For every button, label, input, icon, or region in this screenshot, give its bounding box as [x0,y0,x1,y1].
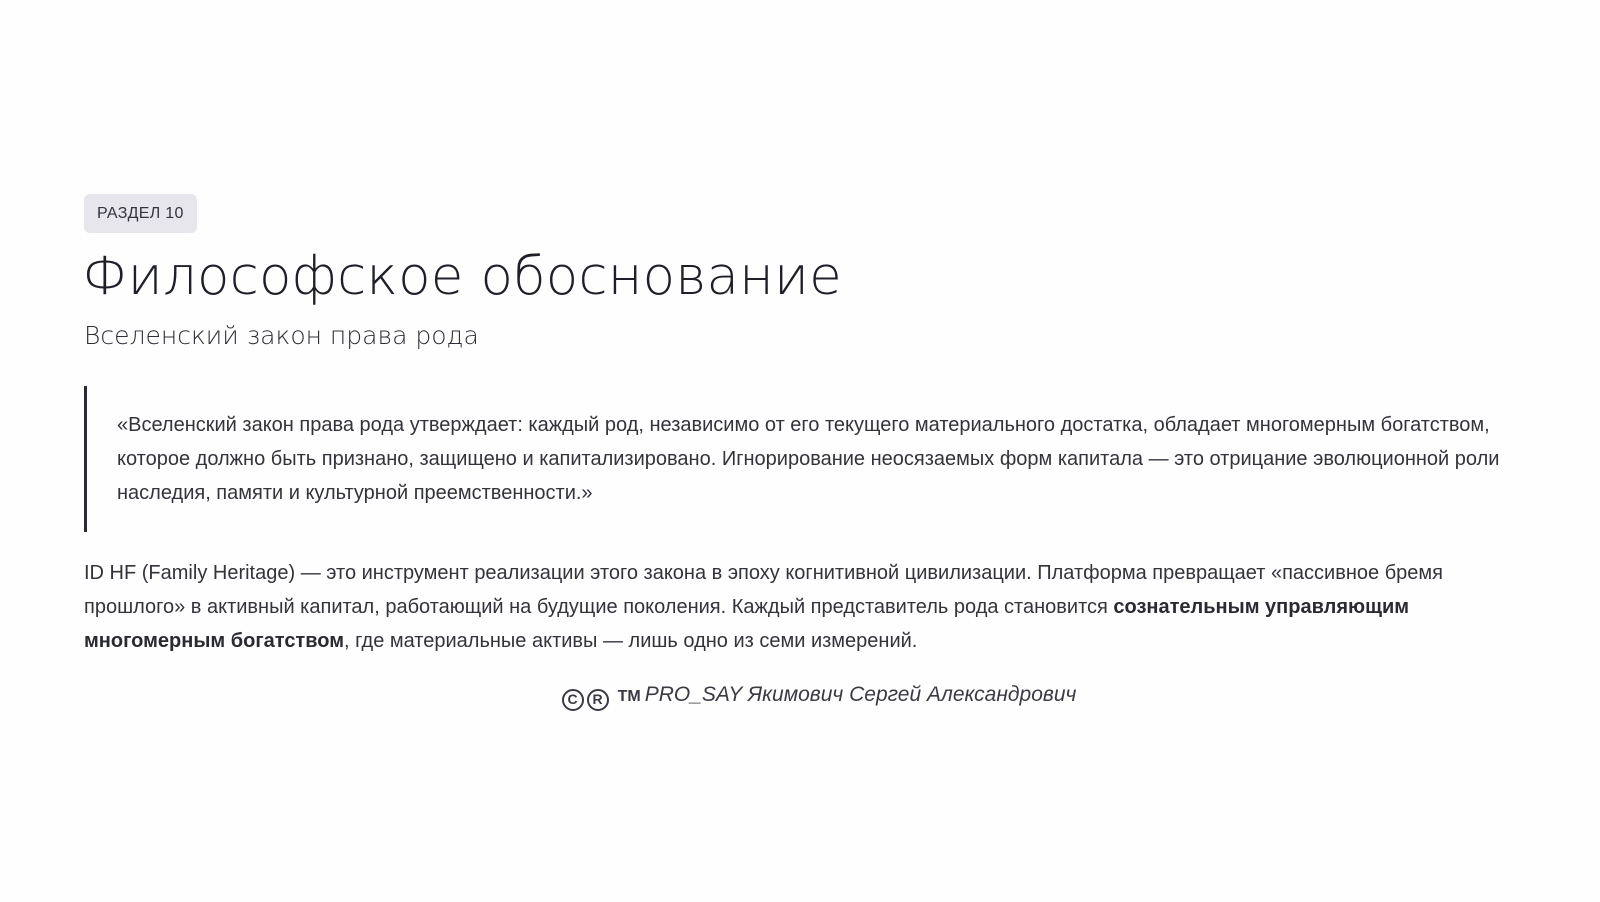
page-subtitle: Вселенский закон права рода [84,321,479,350]
quote-block [84,386,1514,532]
quote-text: «Вселенский закон права рода утверждает: каждый род, независимо от его текущего материального достатка, обладает многомерным богатством, которое должно быть признано, защищено и капитализировано. Игнорирование неосязаемых форм капитала — это отрицание эволюционной роли наследия, памяти и культурной преемственности.» [117,414,1500,504]
section-content [84,194,1514,712]
trademark-icon: TM [617,688,641,705]
registered-icon: R [587,689,609,711]
signature [84,680,1514,712]
body-text-part2: , где материальные активы — лишь одно из семи измерений. [344,630,918,652]
body-paragraph [84,556,1514,658]
signature-author: PRO_SAY Якимович Сергей Александрович [644,683,1077,706]
copyright-icon: C [562,689,584,711]
section-badge: РАЗДЕЛ 10 [84,194,197,233]
page-title: Философское обоснование [82,246,842,307]
body-text-part1: ID HF (Family Heritage) — это инструмент реализации этого закона в эпоху когнитивной цивилизации. Платформа превращает «пассивное бремя прошлого» в активный капитал, работающий на будущие поколения. Каждый представитель рода становится [84,562,1443,618]
body-text-bold: сознательным управляющим многомерным богатством [84,596,1410,652]
